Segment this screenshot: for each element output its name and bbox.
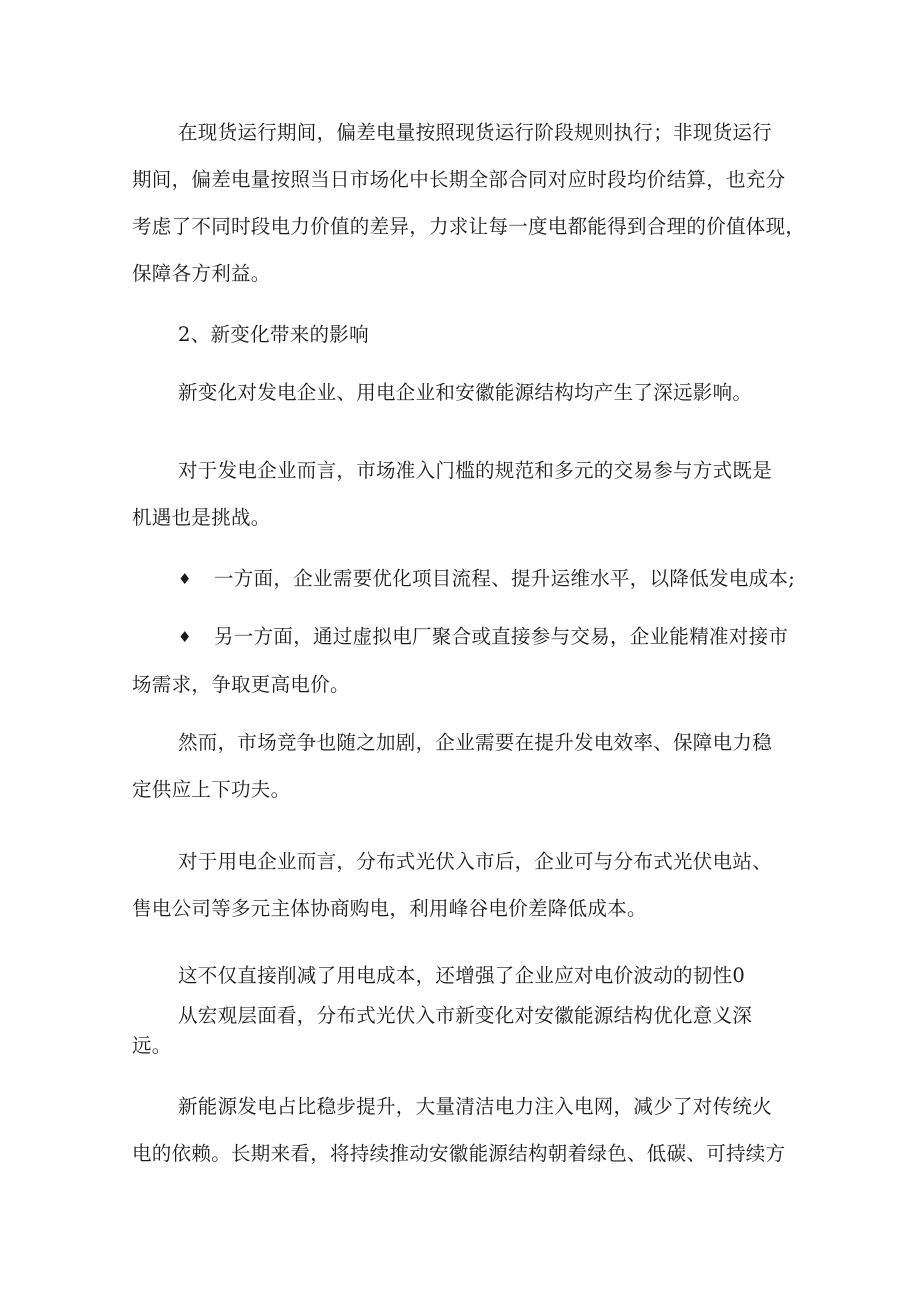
diamond-bullet-icon: ♦: [178, 628, 192, 646]
paragraph-line: 机遇也是挑战。: [132, 506, 271, 529]
paragraph-consumer-enterprises: [132, 838, 803, 932]
paragraph-line: 定供应上下功夫。: [132, 778, 291, 801]
bullet-item-cost: [178, 555, 803, 603]
paragraph-line: 保障各方利益。: [132, 262, 271, 285]
paragraph-generation-enterprises: [132, 447, 803, 541]
bullet-text-continued: 场需求，争取更高电价。: [132, 673, 350, 696]
paragraph-line: 电的依赖。长期来看，将持续推动安徽能源结构朝着绿色、低碳、可持续方: [132, 1142, 786, 1165]
paragraph-impact-overview: [178, 369, 803, 416]
paragraph-line: 对于用电企业而言，分布式光伏入市后，企业可与分布式光伏电站、: [178, 850, 773, 873]
paragraph-line: 在现货运行期间，偏差电量按照现货运行阶段规则执行；非现货运行: [178, 121, 773, 144]
paragraph-line: 远。: [132, 1034, 172, 1057]
paragraph-line: 新变化对发电企业、用电企业和安徽能源结构均产生了深远影响。: [178, 381, 753, 404]
bullet-text: 另一方面，通过虚拟电厂聚合或直接参与交易，企业能精准对接市: [214, 625, 789, 648]
paragraph-line: 从宏观层面看，分布式光伏入市新变化对安徽能源结构优化意义深: [178, 1004, 753, 1027]
paragraph-line: 期间，偏差电量按照当日市场化中长期全部合同对应时段均价结算，也充分: [132, 168, 786, 191]
paragraph-deviation-settlement: [132, 109, 806, 297]
bullet-text: 一方面，企业需要优化项目流程、提升运维水平，以降低发电成本;: [214, 567, 796, 590]
diamond-bullet-icon: ♦: [178, 570, 192, 588]
paragraph-line: 新能源发电占比稳步提升，大量清洁电力注入电网，减少了对传统火: [178, 1095, 773, 1118]
section-heading: [178, 311, 803, 358]
paragraph-line: 然而，市场竞争也随之加剧，企业需要在提升发电效率、保障电力稳: [178, 731, 773, 754]
paragraph-line: 考虑了不同时段电力价值的差异，力求让每一度电都能得到合理的价值体现，: [132, 215, 806, 238]
paragraph-line: 这不仅直接削减了用电成本，还增强了企业应对电价波动的韧性0: [178, 964, 746, 987]
paragraph-new-energy: [132, 1083, 803, 1177]
paragraph-line: 售电公司等多元主体协商购电，利用峰谷电价差降低成本。: [132, 897, 647, 920]
paragraph-cost-reduction-macro: [132, 955, 803, 1057]
section-heading-text: 2、新变化带来的影响: [178, 323, 369, 346]
paragraph-line: 对于发电企业而言，市场准入门槛的规范和多元的交易参与方式既是: [178, 459, 773, 482]
paragraph-competition: [132, 719, 803, 813]
bullet-item-market: [132, 613, 803, 708]
